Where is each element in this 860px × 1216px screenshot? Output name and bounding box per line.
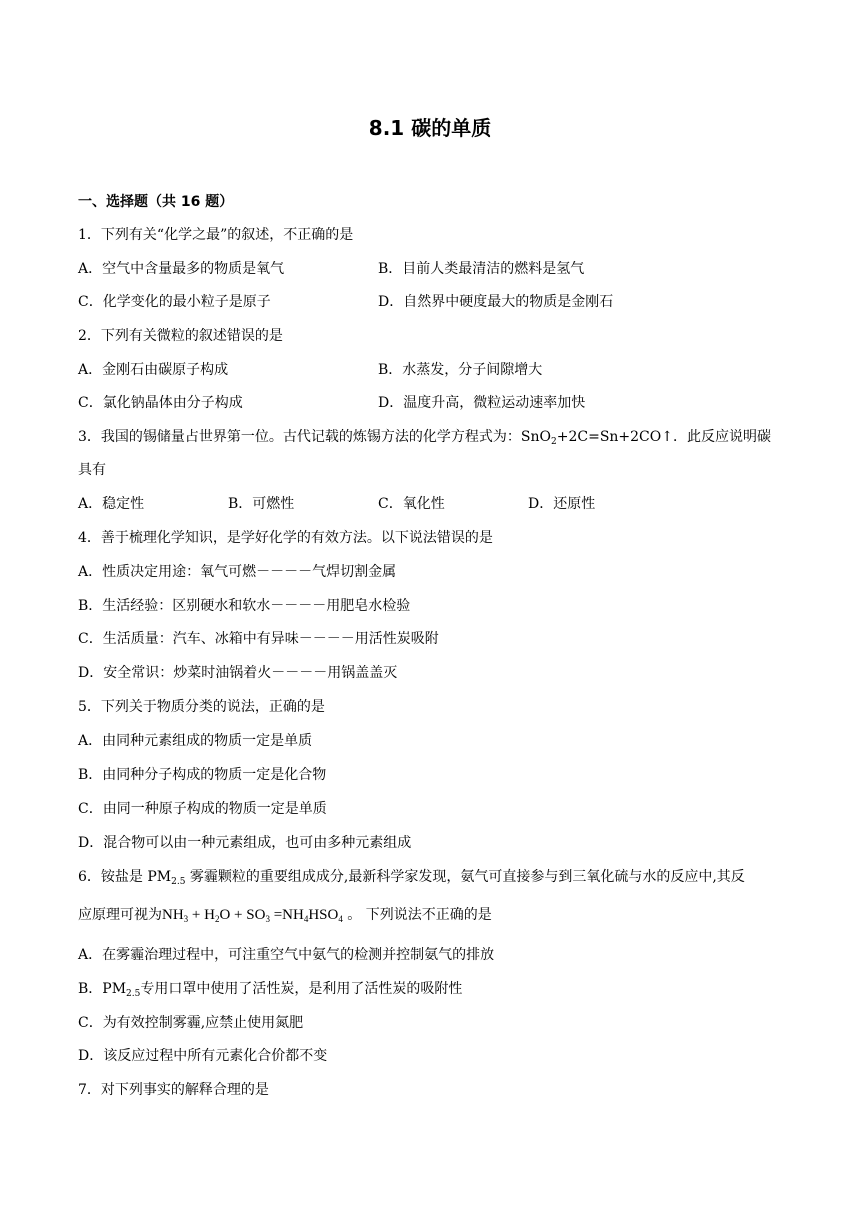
reaction-equation: $NH_3 + H_2O + SO_3 =NH_4HSO_4$ — [162, 907, 343, 924]
question-5-option-c: C．由同一种原子构成的物质一定是单质 — [78, 801, 327, 817]
question-3-subscript: 2 — [551, 437, 557, 447]
question-4-option-b: B．生活经验：区别硬水和软水－－－－用肥皂水检验 — [78, 598, 411, 614]
question-2-option-c: C．氯化钠晶体由分子构成 — [78, 395, 243, 411]
question-5-stem: 5．下列关于物质分类的说法，正确的是 — [78, 699, 325, 715]
question-3-stem — [78, 427, 771, 447]
question-2-option-b: B．水蒸发，分子间隙增大 — [378, 362, 543, 378]
question-6-stem-text-end: 雾霾颗粒的重要组成成分,最新科学家发现，氨气可直接参与到三氧化硫与水的反应中,其反 — [185, 869, 745, 885]
question-1-option-b: B．目前人类最清洁的燃料是氢气 — [378, 261, 585, 277]
question-3-option-b: B．可燃性 — [228, 496, 295, 512]
question-5-option-d: D．混合物可以由一种元素组成，也可由多种元素组成 — [78, 835, 412, 851]
question-6-option-a: A．在雾霾治理过程中，可注重空气中氨气的检测并控制氨气的排放 — [78, 947, 495, 963]
question-6-stem-line2 — [78, 905, 492, 925]
question-6-option-c: C．为有效控制雾霾,应禁止使用氮肥 — [78, 1015, 304, 1031]
question-4-option-a: A．性质决定用途：氧气可燃－－－－气焊切割金属 — [78, 564, 397, 580]
question-4-option-d: D．安全常识：炒菜时油锅着火－－－－用锅盖盖灭 — [78, 665, 398, 681]
question-2-stem: 2．下列有关微粒的叙述错误的是 — [78, 328, 283, 344]
question-3-option-c: C．氧化性 — [378, 496, 445, 512]
question-2-option-d: D．温度升高，微粒运动速率加快 — [378, 395, 586, 411]
question-1-stem: 1．下列有关“化学之最”的叙述，不正确的是 — [78, 227, 354, 243]
question-3-option-a: A．稳定性 — [78, 496, 145, 512]
question-6-option-b: B．$PM_{2.5}$专用口罩中使用了活性炭，是利用了活性炭的吸附性 — [78, 981, 463, 999]
question-1-option-a: A．空气中含量最多的物质是氧气 — [78, 261, 285, 277]
question-6-line2-text: 应原理可视为 — [78, 907, 162, 923]
question-6-subscript: 2.5 — [171, 877, 186, 887]
question-4-option-c: C．生活质量：汽车、冰箱中有异味－－－－用活性炭吸附 — [78, 631, 439, 647]
question-2-option-a: A．金刚石由碳原子构成 — [78, 362, 229, 378]
question-3-stem-line2: 具有 — [78, 462, 106, 478]
section-heading: 一、选择题（共 16 题） — [78, 194, 234, 210]
question-3-option-d: D．还原性 — [528, 496, 596, 512]
question-3-stem-text-end: +2C=Sn+2CO↑．此反应说明碳 — [556, 429, 771, 445]
question-4-stem: 4．善于梳理化学知识，是学好化学的有效方法。以下说法错误的是 — [78, 530, 493, 546]
question-6-line2-text-end: 。 下列说法不正确的是 — [342, 907, 492, 923]
question-5-option-b: B．由同种分子构成的物质一定是化合物 — [78, 767, 327, 783]
question-6-stem — [78, 867, 745, 887]
page-title: 8.1 碳的单质 — [368, 116, 492, 140]
question-7-stem: 7．对下列事实的解释合理的是 — [78, 1082, 269, 1098]
question-6-stem-text: 6．铵盐是 PM — [78, 869, 172, 885]
question-1-option-c: C．化学变化的最小粒子是原子 — [78, 294, 271, 310]
question-1-option-d: D．自然界中硬度最大的物质是金刚石 — [378, 294, 614, 310]
question-3-stem-text: 3．我国的锡储量占世界第一位。古代记载的炼锡方法的化学方程式为：SnO — [78, 429, 551, 445]
question-6-option-d: D．该反应过程中所有元素化合价都不变 — [78, 1048, 328, 1064]
question-5-option-a: A．由同种元素组成的物质一定是单质 — [78, 733, 313, 749]
